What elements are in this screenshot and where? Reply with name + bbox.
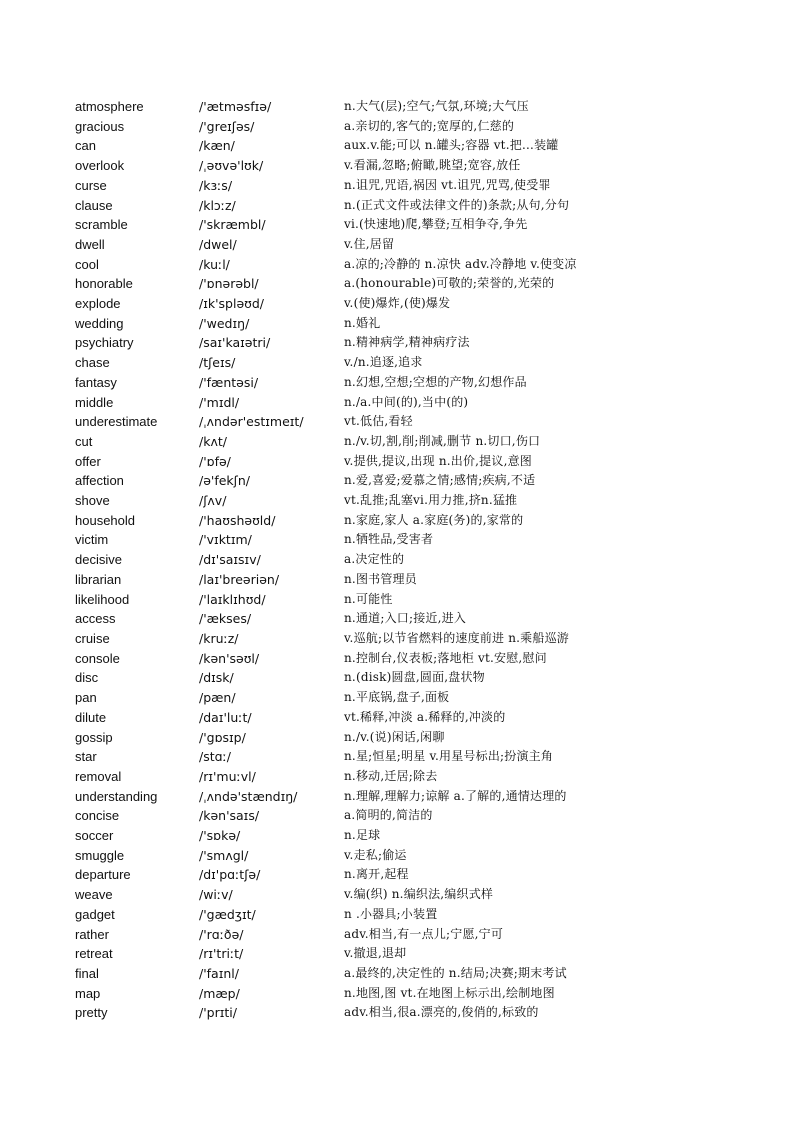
vocab-definition: n.可能性 bbox=[344, 591, 393, 606]
vocab-word: decisive bbox=[75, 552, 122, 568]
vocab-word: clause bbox=[75, 197, 113, 213]
vocab-definition: n./a.中间(的),当中(的) bbox=[344, 394, 469, 409]
vocab-phonetic: /rɪ'muːvl/ bbox=[199, 768, 256, 784]
vocab-entry-row bbox=[75, 728, 715, 748]
vocab-phonetic: /ɪk'spləʊd/ bbox=[199, 296, 265, 312]
vocab-entry-row bbox=[75, 1003, 715, 1023]
vocab-definition: v.(使)爆炸,(使)爆发 bbox=[344, 296, 451, 311]
vocab-phonetic: /dɪ'pɑːtʃə/ bbox=[199, 867, 261, 883]
vocab-phonetic: /'mɪdl/ bbox=[199, 394, 240, 410]
vocab-phonetic: /'ækses/ bbox=[199, 611, 252, 627]
vocab-entry-row bbox=[75, 905, 715, 925]
vocab-definition: n.离开,起程 bbox=[344, 867, 409, 882]
vocab-word: cut bbox=[75, 433, 93, 449]
vocab-word: gracious bbox=[75, 118, 125, 134]
vocab-word: likelihood bbox=[75, 591, 130, 607]
vocab-definition: a.简明的,简洁的 bbox=[344, 808, 433, 823]
vocab-entry-row bbox=[75, 649, 715, 669]
vocab-phonetic: /'ætməsfɪə/ bbox=[199, 99, 272, 114]
vocab-phonetic: /mæp/ bbox=[199, 985, 240, 1001]
vocab-word: curse bbox=[75, 177, 107, 193]
vocab-definition: v.住,居留 bbox=[344, 236, 395, 251]
vocab-entry-row bbox=[75, 471, 715, 491]
vocab-entry-row bbox=[75, 156, 715, 176]
vocab-word: chase bbox=[75, 355, 110, 371]
vocab-word: cruise bbox=[75, 630, 110, 646]
vocab-entry-row bbox=[75, 747, 715, 767]
vocab-phonetic: /rɪ'triːt/ bbox=[199, 946, 244, 962]
vocab-word: affection bbox=[75, 473, 124, 489]
vocab-word: disc bbox=[75, 670, 99, 686]
vocab-definition: n.移动,迁居;除去 bbox=[344, 768, 438, 783]
vocab-definition: n.平底锅,盘子,面板 bbox=[344, 690, 450, 705]
vocab-entry-row bbox=[75, 688, 715, 708]
vocab-entry-row bbox=[75, 97, 715, 117]
vocab-entry-row bbox=[75, 865, 715, 885]
vocab-phonetic: /kruːz/ bbox=[199, 630, 239, 646]
vocab-definition: n.婚礼 bbox=[344, 315, 381, 330]
vocab-phonetic: /dɪ'saɪsɪv/ bbox=[199, 552, 261, 568]
vocab-entry-row bbox=[75, 984, 715, 1004]
vocab-phonetic: /'skræmbl/ bbox=[199, 217, 266, 233]
vocab-definition: a.(honourable)可敬的;荣誉的,光荣的 bbox=[344, 276, 555, 291]
vocab-phonetic: /'haʊshəʊld/ bbox=[199, 512, 276, 528]
vocab-entry-row bbox=[75, 235, 715, 255]
vocab-word: final bbox=[75, 965, 99, 981]
vocab-word: smuggle bbox=[75, 847, 125, 863]
vocab-word: atmosphere bbox=[75, 99, 144, 114]
vocab-definition: n.通道;入口;接近,进入 bbox=[344, 611, 467, 626]
vocab-entry-row bbox=[75, 806, 715, 826]
vocab-word: offer bbox=[75, 453, 101, 469]
vocab-phonetic: /kɜːs/ bbox=[199, 177, 233, 193]
vocab-definition: n.爱,喜爱;爱慕之情;感情;疾病,不适 bbox=[344, 473, 536, 488]
vocab-word: librarian bbox=[75, 571, 122, 587]
vocab-entry-row bbox=[75, 550, 715, 570]
vocab-phonetic: /'greɪʃəs/ bbox=[199, 118, 255, 134]
vocab-phonetic: /saɪ'kaɪətri/ bbox=[199, 335, 271, 351]
vocab-word: dilute bbox=[75, 709, 107, 725]
vocab-entry-row bbox=[75, 432, 715, 452]
vocab-entry-row bbox=[75, 255, 715, 275]
vocab-phonetic: /ˌʌndər'estɪmeɪt/ bbox=[199, 414, 304, 430]
vocab-definition: n.星;恒星;明星 v.用星号标出;扮演主角 bbox=[344, 749, 554, 764]
vocab-word: can bbox=[75, 138, 96, 154]
vocab-entry-row bbox=[75, 491, 715, 511]
vocab-word: weave bbox=[75, 887, 113, 903]
vocab-definition: v.编(织) n.编织法,编织式样 bbox=[344, 887, 494, 902]
vocab-definition: vi.(快速地)爬,攀登;互相争夺,争先 bbox=[344, 217, 528, 232]
vocab-entry-row bbox=[75, 274, 715, 294]
vocab-definition: a.最终的,决定性的 n.结局;决赛;期末考试 bbox=[344, 965, 567, 980]
vocab-definition: n.幻想,空想;空想的产物,幻想作品 bbox=[344, 374, 527, 389]
vocab-phonetic: /'wedɪŋ/ bbox=[199, 315, 250, 331]
vocab-word: departure bbox=[75, 867, 131, 883]
vocab-definition: v.提供,提议,出现 n.出价,提议,意图 bbox=[344, 453, 532, 468]
vocab-entry-row bbox=[75, 925, 715, 945]
vocab-word: psychiatry bbox=[75, 335, 134, 351]
vocab-definition: n.大气(层);空气;气氛,环境;大气压 bbox=[344, 99, 529, 113]
vocabulary-list bbox=[75, 97, 715, 1023]
vocab-definition: v.走私;偷运 bbox=[344, 847, 407, 862]
vocab-definition: a.亲切的,客气的;宽厚的,仁慈的 bbox=[344, 118, 515, 133]
vocab-entry-row bbox=[75, 176, 715, 196]
vocab-word: gadget bbox=[75, 906, 115, 922]
vocab-entry-row bbox=[75, 609, 715, 629]
vocab-definition: adv.相当,有一点儿;宁愿,宁可 bbox=[344, 926, 504, 941]
vocab-phonetic: /'ɒnərəbl/ bbox=[199, 276, 259, 292]
vocab-definition: n.(正式文件或法律文件的)条款;从句,分句 bbox=[344, 197, 570, 212]
vocab-definition: v.看漏,忽略;俯瞰,眺望;宽容,放任 bbox=[344, 158, 521, 173]
vocab-entry-row bbox=[75, 570, 715, 590]
vocab-definition: vt.低估,看轻 bbox=[344, 414, 413, 429]
vocab-definition: vt.稀释,冲淡 a.稀释的,冲淡的 bbox=[344, 709, 506, 724]
vocab-phonetic: /stɑː/ bbox=[199, 749, 231, 765]
vocab-phonetic: /kuːl/ bbox=[199, 256, 230, 272]
vocab-word: gossip bbox=[75, 729, 113, 745]
vocab-entry-row bbox=[75, 373, 715, 393]
vocab-entry-row bbox=[75, 590, 715, 610]
vocab-phonetic: /'rɑːðə/ bbox=[199, 926, 244, 942]
vocab-word: access bbox=[75, 611, 116, 627]
vocab-entry-row bbox=[75, 826, 715, 846]
vocab-definition: n.牺牲品,受害者 bbox=[344, 532, 434, 547]
vocab-phonetic: /dwel/ bbox=[199, 236, 237, 252]
vocab-phonetic: /'smʌgl/ bbox=[199, 847, 249, 863]
vocab-definition: v./n.追逐,追求 bbox=[344, 355, 423, 370]
vocab-phonetic: /pæn/ bbox=[199, 690, 236, 706]
vocab-phonetic: /kæn/ bbox=[199, 138, 235, 154]
vocab-word: honorable bbox=[75, 276, 133, 292]
vocab-definition: adv.相当,很a.漂亮的,俊俏的,标致的 bbox=[344, 1005, 539, 1020]
vocab-word: concise bbox=[75, 808, 120, 824]
vocab-entry-row bbox=[75, 353, 715, 373]
vocab-word: removal bbox=[75, 768, 122, 784]
vocab-phonetic: /'sɒkə/ bbox=[199, 828, 241, 844]
vocab-word: star bbox=[75, 749, 97, 765]
vocab-word: shove bbox=[75, 493, 110, 509]
vocab-word: console bbox=[75, 650, 120, 666]
vocab-word: understanding bbox=[75, 788, 158, 804]
vocab-phonetic: /'faɪnl/ bbox=[199, 965, 239, 981]
vocab-word: middle bbox=[75, 394, 114, 410]
vocab-phonetic: /'prɪti/ bbox=[199, 1005, 237, 1021]
vocab-entry-row bbox=[75, 964, 715, 984]
vocab-entry-row bbox=[75, 215, 715, 235]
vocab-phonetic: /ˌəʊvə'lʊk/ bbox=[199, 158, 264, 174]
vocab-word: explode bbox=[75, 296, 121, 312]
vocab-phonetic: /'vɪktɪm/ bbox=[199, 532, 252, 548]
vocab-entry-row bbox=[75, 668, 715, 688]
vocab-word: pan bbox=[75, 690, 97, 706]
vocab-entry-row bbox=[75, 846, 715, 866]
vocab-phonetic: /'ɒfə/ bbox=[199, 453, 231, 469]
vocab-phonetic: /klɔːz/ bbox=[199, 197, 236, 213]
vocab-word: map bbox=[75, 985, 101, 1001]
vocab-entry-row bbox=[75, 136, 715, 156]
vocab-word: overlook bbox=[75, 158, 125, 174]
vocab-entry-row bbox=[75, 530, 715, 550]
vocab-entry-row bbox=[75, 196, 715, 216]
vocab-phonetic: /kʌt/ bbox=[199, 433, 227, 449]
vocab-word: rather bbox=[75, 926, 109, 942]
vocab-entry-row bbox=[75, 629, 715, 649]
vocab-word: underestimate bbox=[75, 414, 158, 430]
vocab-definition: aux.v.能;可以 n.罐头;容器 vt.把…装罐 bbox=[344, 138, 559, 153]
vocab-entry-row bbox=[75, 767, 715, 787]
vocab-phonetic: /laɪ'breəriən/ bbox=[199, 571, 280, 587]
vocab-entry-row bbox=[75, 511, 715, 531]
vocab-entry-row bbox=[75, 787, 715, 807]
vocab-definition: n.诅咒,咒语,祸因 vt.诅咒,咒骂,使受罪 bbox=[344, 177, 551, 192]
vocab-entry-row bbox=[75, 412, 715, 432]
vocab-definition: a.决定性的 bbox=[344, 552, 405, 567]
vocab-entry-row bbox=[75, 393, 715, 413]
vocab-entry-row bbox=[75, 314, 715, 334]
vocab-phonetic: /ə'fekʃn/ bbox=[199, 473, 251, 489]
vocab-word: fantasy bbox=[75, 374, 117, 390]
vocab-word: victim bbox=[75, 532, 109, 548]
vocab-definition: v.巡航;以节省燃料的速度前进 n.乘船巡游 bbox=[344, 630, 569, 645]
vocab-entry-row bbox=[75, 452, 715, 472]
vocab-definition: n.控制台,仪表板;落地柜 vt.安慰,慰问 bbox=[344, 650, 547, 665]
vocab-phonetic: /'gɒsɪp/ bbox=[199, 729, 246, 745]
vocab-definition: n.(disk)圆盘,圆面,盘状物 bbox=[344, 670, 485, 685]
vocab-definition: n./v.(说)闲话,闲聊 bbox=[344, 729, 445, 744]
vocab-entry-row bbox=[75, 708, 715, 728]
vocab-entry-row bbox=[75, 333, 715, 353]
vocab-definition: n.理解,理解力;谅解 a.了解的,通情达理的 bbox=[344, 788, 567, 803]
vocab-definition: n .小器具;小装置 bbox=[344, 906, 438, 921]
vocab-definition: n.地图,图 vt.在地图上标示出,绘制地图 bbox=[344, 985, 555, 1000]
vocab-entry-row bbox=[75, 117, 715, 137]
vocab-word: cool bbox=[75, 256, 99, 272]
vocab-phonetic: /dɪsk/ bbox=[199, 670, 234, 686]
vocabulary-table bbox=[75, 97, 715, 1023]
vocab-entry-row bbox=[75, 944, 715, 964]
vocab-word: household bbox=[75, 512, 135, 528]
vocab-phonetic: /'laɪklɪhʊd/ bbox=[199, 591, 266, 607]
vocab-definition: n.足球 bbox=[344, 828, 381, 843]
vocab-entry-row bbox=[75, 885, 715, 905]
vocab-word: scramble bbox=[75, 217, 128, 233]
vocab-definition: n./v.切,割,削;削减,删节 n.切口,伤口 bbox=[344, 433, 541, 448]
vocab-definition: a.凉的;冷静的 n.凉快 adv.冷静地 v.使变凉 bbox=[344, 256, 577, 271]
vocab-word: retreat bbox=[75, 946, 113, 962]
vocab-entry-row bbox=[75, 294, 715, 314]
vocab-phonetic: /tʃeɪs/ bbox=[199, 355, 236, 371]
vocab-word: pretty bbox=[75, 1005, 108, 1021]
vocab-definition: n.图书管理员 bbox=[344, 571, 417, 586]
vocab-phonetic: /kən'səʊl/ bbox=[199, 650, 260, 666]
vocab-definition: n.家庭,家人 a.家庭(务)的,家常的 bbox=[344, 512, 524, 527]
vocab-word: soccer bbox=[75, 828, 114, 844]
vocab-definition: vt.乱推;乱塞vi.用力推,挤n.猛推 bbox=[344, 493, 518, 508]
vocab-phonetic: /ˌʌndə'stændɪŋ/ bbox=[199, 788, 298, 804]
vocab-definition: v.撤退,退却 bbox=[344, 946, 407, 961]
vocab-phonetic: /wiːv/ bbox=[199, 887, 233, 903]
vocab-word: wedding bbox=[75, 315, 124, 331]
vocab-phonetic: /'gædʒɪt/ bbox=[199, 906, 256, 922]
vocab-phonetic: /'fæntəsi/ bbox=[199, 374, 259, 390]
vocab-word: dwell bbox=[75, 236, 105, 252]
vocab-definition: n.精神病学,精神病疗法 bbox=[344, 335, 470, 350]
vocab-phonetic: /daɪ'luːt/ bbox=[199, 709, 252, 725]
vocab-phonetic: /kən'saɪs/ bbox=[199, 808, 260, 824]
vocab-phonetic: /ʃʌv/ bbox=[199, 493, 227, 509]
